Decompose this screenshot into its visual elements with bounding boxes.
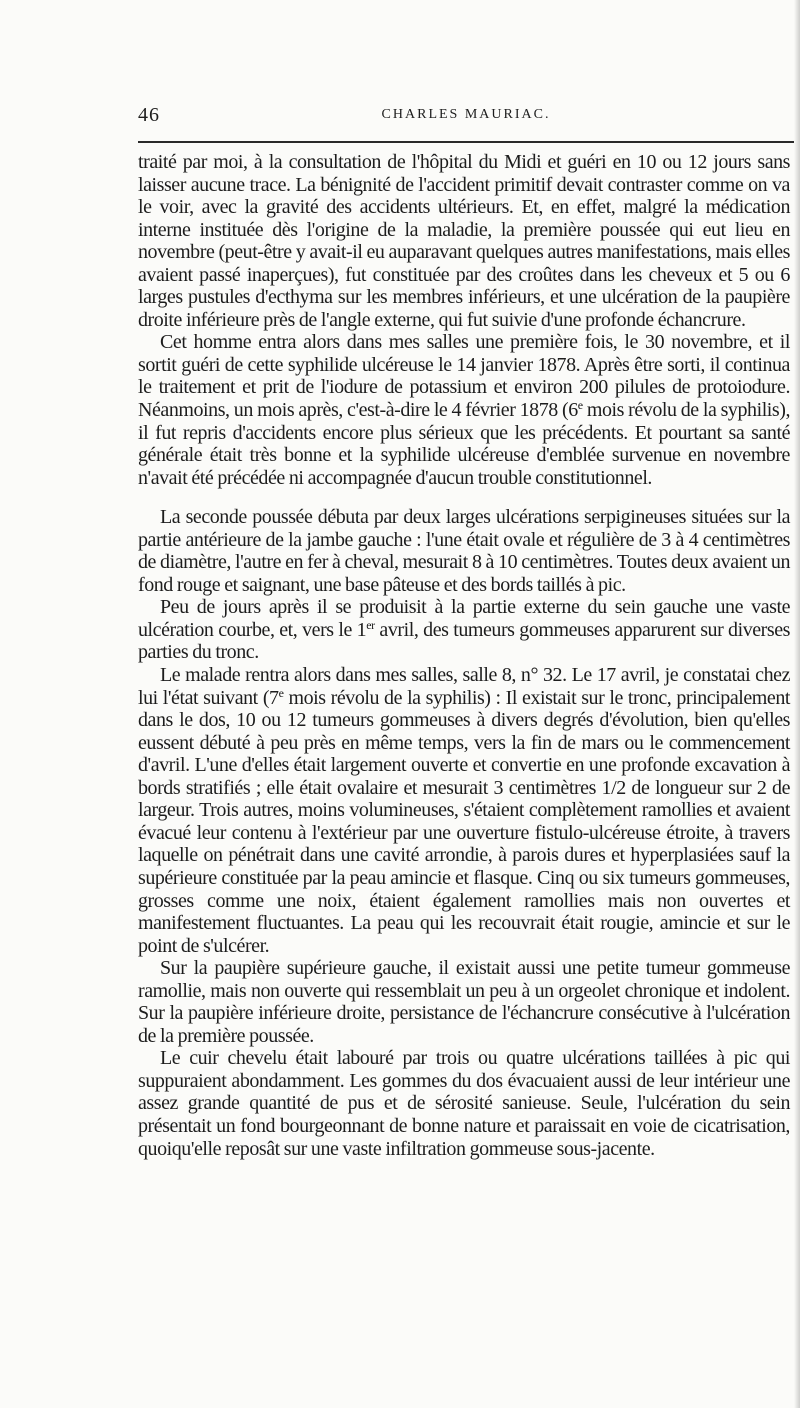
header-rule — [138, 141, 794, 143]
paragraph: La seconde poussée débuta par deux larges ulcérations serpigineuses situées sur la partie antérieure de la jambe gauche : l'une était ovale et régulière de 3 à 4 centimètres de diamètre, l'autre en fer à cheval, mesurait 8 à 10 centimètres. Toutes deux avaient un fond rouge et saignant, une base pâteuse et des bords taillés à pic. — [138, 506, 790, 596]
paragraph: Sur la paupière supérieure gauche, il existait aussi une petite tumeur gommeuse ramollie, mais non ouverte qui ressemblait un peu à un orgeolet chronique et indolent. Sur la paupière inférieure droite, persistance de l'échancrure consécutive à l'ulcération de la première poussée. — [138, 957, 790, 1047]
paragraph: Le malade rentra alors dans mes salles, salle 8, n° 32. Le 17 avril, je constatai chez lui l'état suivant (7e mois révolu de la syphilis) : Il existait sur le tronc, principalement dans le dos, 10 ou 12 tumeurs gommeuses à divers degrés d'évolution, bien qu'elles eussent débuté à peu près en même temps, vers la fin de mars ou le commencement d'avril. L'une d'elles était largement ouverte et convertie en une profonde excavation à bords stratifiés ; elle était ovalaire et mesurait 3 centimètres 1/2 de longueur sur 2 de largeur. Trois autres, moins volumineuses, s'étaient complètement ramollies et avaient évacué leur contenu à l'extérieur par une ouverture fistulo-ulcéreuse étroite, à travers laquelle on pénétrait dans une cavité arrondie, à parois dures et hyperplasiées sauf la supérieure constituée par la peau amincie et flasque. Cinq ou six tumeurs gommeuses, grosses comme une noix, étaient également ramollies mais non ouvertes et manifestement fluctuantes. La peau qui les recouvrait était rougie, amincie et sur le point de s'ulcérer. — [138, 664, 790, 957]
paragraph: traité par moi, à la consultation de l'hôpital du Midi et guéri en 10 ou 12 jours sans laisser aucune trace. La bénignité de l'accident primitif devait contraster comme on va le voir, avec la gravité des accidents ultérieurs. Et, en effet, malgré la médication interne instituée dès l'origine de la maladie, la première poussée qui eut lieu en novembre (peut-être y avait-il eu auparavant quelques autres manifestations, mais elles avaient passé inaperçues), fut constituée par des croûtes dans les cheveux et 5 ou 6 larges pustules d'ecthyma sur les membres inférieurs, et une ulcération de la paupière droite inférieure près de l'angle externe, qui fut suivie d'une profonde échancrure. — [138, 151, 790, 331]
running-head — [138, 104, 794, 130]
paragraph: Le cuir chevelu était labouré par trois ou quatre ulcérations taillées à pic qui suppuraient abondamment. Les gommes du dos évacuaient aussi de leur intérieur une assez grande quantité de pus et de sérosité sanieuse. Seule, l'ulcération du sein présentait un fond bourgeonnant de bonne nature et paraissait en voie de cicatrisation, quoiqu'elle reposât sur une vaste infiltration gommeuse sous-jacente. — [138, 1047, 790, 1160]
page-edge-shadow — [794, 0, 800, 1408]
page-number: 46 — [138, 104, 160, 126]
running-title: CHARLES MAURIAC. — [381, 107, 551, 122]
paragraph: Cet homme entra alors dans mes salles une première fois, le 30 novembre, et il sortit guéri de cette syphilide ulcéreuse le 14 janvier 1878. Après être sorti, il continua le traitement et prit de l'iodure de potassium et environ 200 pilules de protoiodure. Néanmoins, un mois après, c'est-à-dire le 4 février 1878 (6e mois révolu de la syphilis), il fut repris d'accidents encore plus sérieux que les précédents. Et pourtant sa santé générale était très bonne et la syphilide ulcéreuse d'emblée survenue en novembre n'avait été précédée ni accompagnée d'aucun trouble constitutionnel. — [138, 331, 790, 489]
body-text — [138, 151, 790, 1160]
paragraph: Peu de jours après il se produisit à la partie externe du sein gauche une vaste ulcération courbe, et, vers le 1er avril, des tumeurs gommeuses apparurent sur diverses parties du tronc. — [138, 596, 790, 664]
